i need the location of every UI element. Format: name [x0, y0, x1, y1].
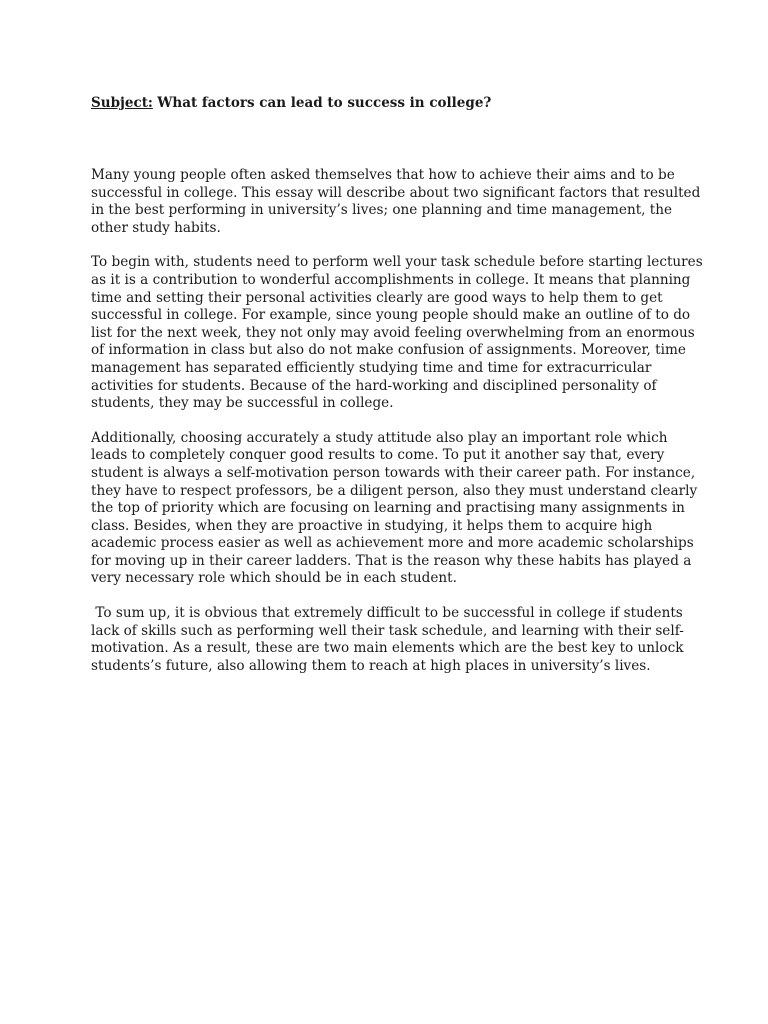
text-line: other study habits.	[91, 219, 221, 236]
text-line: student is always a self-motivation person towards with their career path. For instance,	[91, 464, 696, 481]
text-line: motivation. As a result, these are two main elements which are the best key to unlock	[91, 640, 684, 657]
text-line: successful in college. This essay will describe about two significant factors that resulted	[91, 184, 701, 201]
text-line: leads to completely conquer good results to come. To put it another say that, every	[91, 447, 665, 464]
text-line: students, they may be successful in college.	[91, 395, 394, 412]
text-line: very necessary role which should be in each student.	[91, 570, 457, 587]
paragraph-introduction	[91, 167, 701, 237]
paragraph-planning	[91, 254, 703, 412]
text-line: To begin with, students need to perform well your task schedule before starting lectures	[91, 254, 703, 271]
text-line: lack of skills such as performing well their task schedule, and learning with their self-	[91, 622, 684, 639]
text-line: Additionally, choosing accurately a study attitude also play an important role which	[91, 429, 668, 446]
text-line: academic process easier as well as achievement more and more academic scholarships	[91, 535, 694, 552]
text-line: To sum up, it is obvious that extremely difficult to be successful in college if students	[91, 605, 683, 622]
text-line: of information in class but also do not make confusion of assignments. Moreover, time	[91, 342, 686, 359]
text-line: for moving up in their career ladders. That is the reason why these habits has played a	[91, 552, 692, 569]
text-line: successful in college. For example, since young people should make an outline of to do	[91, 307, 691, 324]
text-line: management has separated efficiently studying time and time for extracurricular	[91, 359, 652, 376]
text-line: list for the next week, they not only may avoid feeling overwhelming from an enormous	[91, 324, 695, 341]
subject-text: What factors can lead to success in college?	[157, 95, 492, 111]
text-line: time and setting their personal activities clearly are good ways to help them to get	[91, 289, 663, 306]
text-line: activities for students. Because of the hard-working and disciplined personality of	[91, 377, 657, 394]
text-line: the top of priority which are focusing on learning and practising many assignments in	[91, 500, 685, 517]
text-line: Many young people often asked themselves that how to achieve their aims and to be	[91, 167, 675, 183]
essay-body	[91, 167, 703, 692]
paragraph-study-habits	[91, 429, 698, 588]
text-line: in the best performing in university’s lives; one planning and time management, the	[91, 202, 673, 219]
text-line: they have to respect professors, be a diligent person, also they must understand clearly	[91, 482, 698, 499]
text-line: as it is a contribution to wonderful accomplishments in college. It means that planning	[91, 271, 691, 288]
text-line: class. Besides, when they are proactive in studying, it helps them to acquire high	[91, 517, 653, 534]
paragraph-conclusion	[91, 605, 684, 675]
subject-label: Subject:	[91, 95, 153, 111]
text-line: students’s future, also allowing them to reach at high places in university’s lives.	[91, 657, 651, 674]
subject-heading	[91, 94, 691, 112]
